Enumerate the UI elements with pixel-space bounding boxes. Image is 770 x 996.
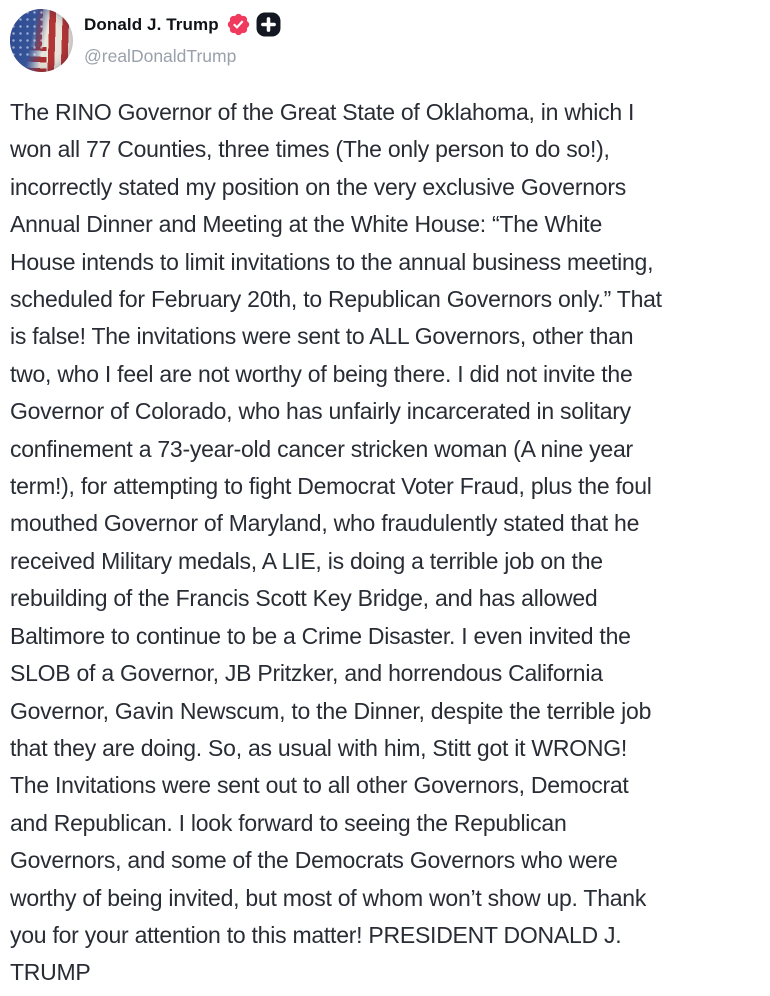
post-text-line: Baltimore to continue to be a Crime Disaster. I even invited the (10, 622, 631, 649)
post-text-line: Governor of Colorado, who has unfairly incarcerated in solitary (10, 398, 631, 425)
post-text-line: rebuilding of the Francis Scott Key Bridge, and has allowed (10, 585, 598, 612)
post-text-line: The Invitations were sent out to all other Governors, Democrat (10, 772, 629, 799)
post-header (0, 0, 770, 72)
post-text-line: mouthed Governor of Maryland, who fraudulently stated that he (10, 510, 640, 537)
post-text-line: two, who I feel are not worthy of being there. I did not invite the (10, 360, 633, 387)
post-text (0, 94, 770, 992)
name-row (84, 12, 281, 37)
post-text-line: incorrectly stated my position on the very exclusive Governors (10, 173, 626, 200)
plus-badge-icon (256, 12, 281, 37)
post-text-line: The RINO Governor of the Great State of Oklahoma, in which I (10, 99, 635, 125)
post-text-line: and Republican. I look forward to seeing the Republican (10, 809, 567, 836)
post-text-line: term!), for attempting to fight Democrat Voter Fraud, plus the foul (10, 473, 652, 500)
display-name[interactable]: Donald J. Trump (84, 14, 219, 34)
post-text-line: House intends to limit invitations to the annual business meeting, (10, 248, 654, 275)
post-text-line: scheduled for February 20th, to Republican Governors only.” That (10, 286, 662, 313)
user-info (84, 9, 281, 67)
post-text-line: that they are doing. So, as usual with him, Stitt got it WRONG! (10, 734, 628, 761)
post-text-line: received Military medals, A LIE, is doing a terrible job on the (10, 547, 603, 574)
post-text-line: worthy of being invited, but most of whom won’t show up. Thank (10, 884, 647, 911)
post-text-line: confinement a 73-year-old cancer stricken woman (A nine year (10, 435, 633, 462)
profile-avatar[interactable] (10, 9, 73, 72)
user-handle[interactable]: @realDonaldTrump (84, 46, 237, 66)
post-text-line: won all 77 Counties, three times (The only person to do so!), (10, 136, 610, 163)
verified-badge-icon (226, 12, 251, 37)
post-text-line: TRUMP (10, 959, 91, 986)
post-text-line: Governors, and some of the Democrats Governors who were (10, 847, 618, 874)
post-text-line: you for your attention to this matter! PRESIDENT DONALD J. (10, 921, 622, 948)
post-text-line: is false! The invitations were sent to ALL Governors, other than (10, 323, 634, 350)
post-text-line: Annual Dinner and Meeting at the White House: “The White (10, 211, 602, 238)
post-text-line: Governor, Gavin Newscum, to the Dinner, despite the terrible job (10, 697, 652, 724)
post-text-line: SLOB of a Governor, JB Pritzker, and horrendous California (10, 660, 603, 687)
